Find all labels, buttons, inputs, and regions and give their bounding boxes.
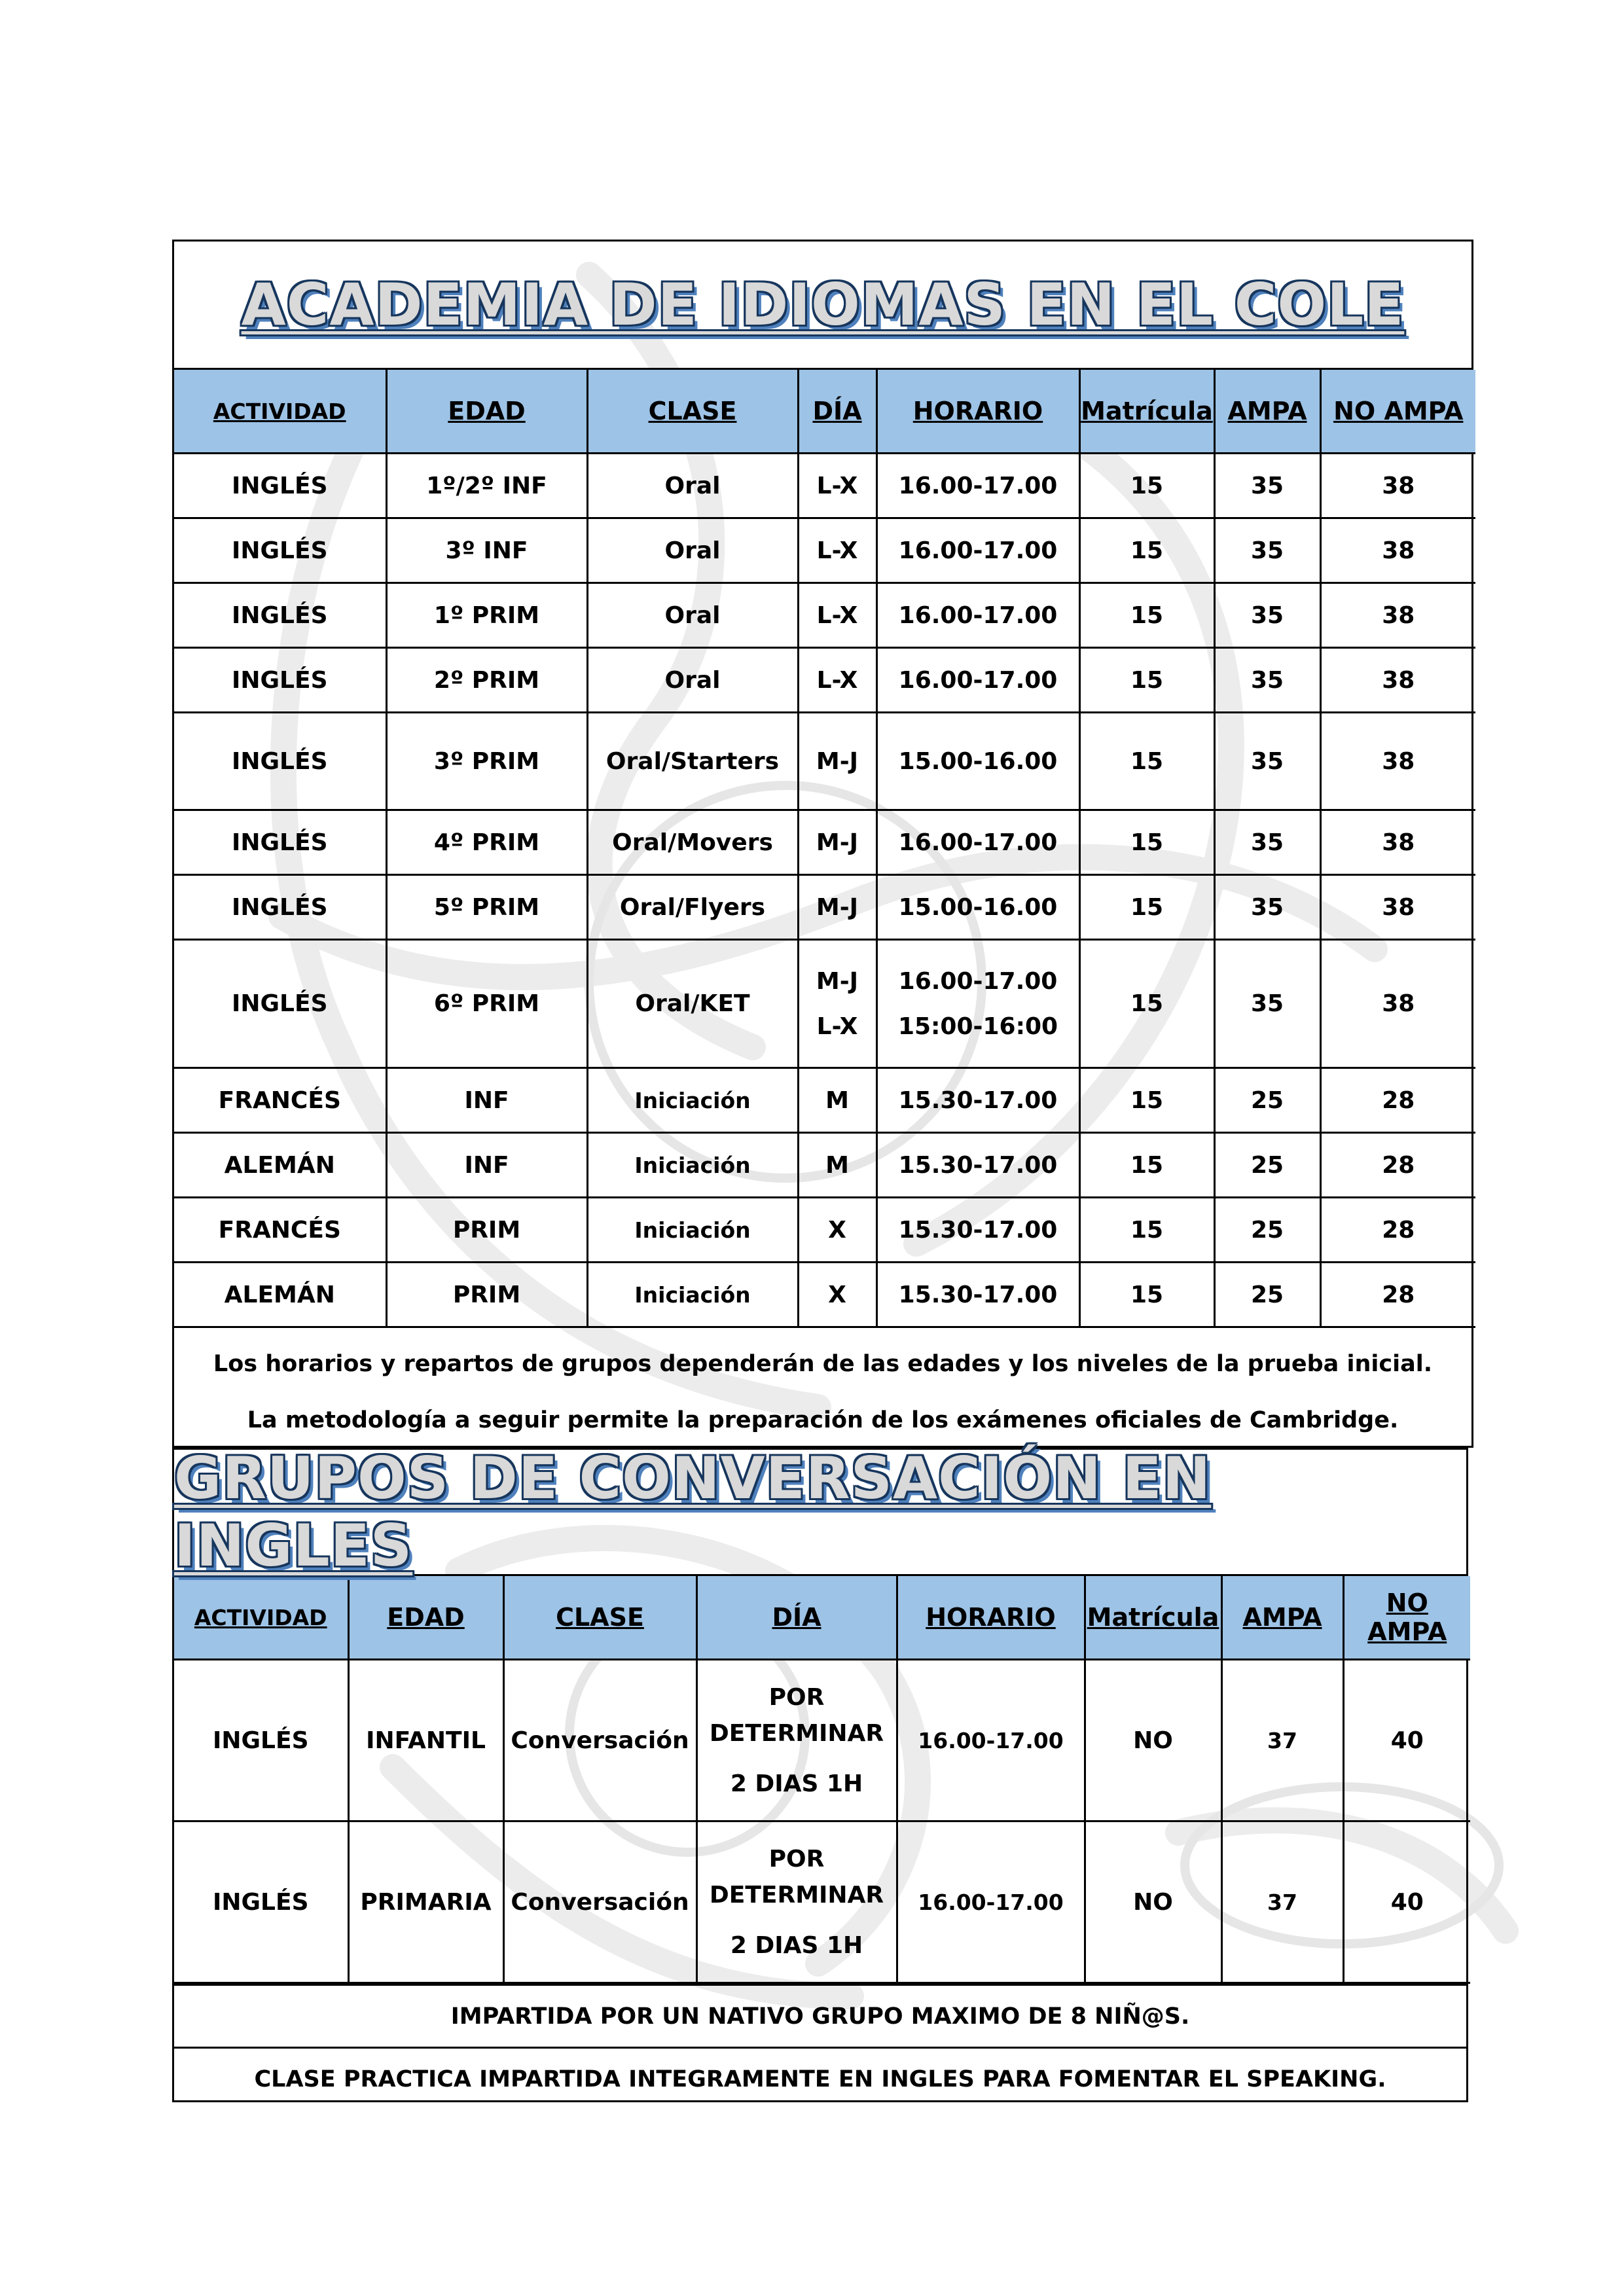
cell-horario: 16.00-17.00 [876,583,1079,648]
header-no-ampa: NO AMPA [1320,370,1475,454]
academia-title-box [174,242,1471,370]
academia-row [174,1133,1475,1198]
cell-no-ampa: 38 [1320,583,1475,648]
header-dia: DÍA [696,1576,897,1660]
cell-matricula: NO [1085,1821,1221,1983]
cell-actividad: ALEMÁN [174,1263,386,1327]
cell-no-ampa: 38 [1320,713,1475,810]
header-matricula: Matrícula [1085,1576,1221,1660]
academia-note: Los horarios y repartos de grupos dependerán de las edades y los niveles de la prueba inicial. [213,1351,1433,1377]
cell-actividad: FRANCÉS [174,1198,386,1263]
cell-line: L-X [816,1013,858,1040]
header-clase: CLASE [503,1576,696,1660]
academia-row [174,810,1475,875]
cell-clase: Oral [587,454,798,518]
cell-horario: 16.00-17.00 [876,454,1079,518]
academia-row [174,713,1475,810]
cell-dia [798,940,876,1068]
cell-stack [698,1846,896,1959]
conversacion-row [174,1660,1470,1821]
cell-dia: M [798,1068,876,1133]
cell-line: 16.00-17.00 [898,967,1058,995]
academia-notes [174,1328,1471,1456]
conversacion-section [172,1444,1468,2102]
header-ampa: AMPA [1214,370,1320,454]
cell-ampa: 25 [1214,1198,1320,1263]
cell-actividad: FRANCÉS [174,1068,386,1133]
cell-ampa: 25 [1214,1068,1320,1133]
cell-no-ampa: 40 [1343,1660,1470,1821]
cell-line: 2 DIAS 1H [730,1931,863,1959]
cell-ampa: 37 [1221,1660,1343,1821]
cell-dia: L-X [798,518,876,583]
cell-edad: PRIM [386,1263,587,1327]
header-matricula: Matrícula [1079,370,1214,454]
cell-horario: 16.00-17.00 [876,518,1079,583]
cell-clase: Oral/Movers [587,810,798,875]
cell-ampa: 35 [1214,940,1320,1068]
cell-dia: X [798,1198,876,1263]
cell-horario: 15.30-17.00 [876,1263,1079,1327]
academia-title: ACADEMIA DE IDIOMAS EN EL COLE [241,271,1405,338]
cell-horario: 15.30-17.00 [876,1068,1079,1133]
academia-row [174,648,1475,713]
cell-edad: 6º PRIM [386,940,587,1068]
cell-dia: M-J [798,810,876,875]
cell-clase: Conversación [503,1660,696,1821]
cell-dia: M-J [798,875,876,940]
conversacion-note: CLASE PRACTICA IMPARTIDA INTEGRAMENTE EN INGLES PARA FOMENTAR EL SPEAKING. [174,2047,1466,2109]
cell-edad: 5º PRIM [386,875,587,940]
header-ampa: AMPA [1221,1576,1343,1660]
cell-dia: L-X [798,454,876,518]
cell-actividad: INGLÉS [174,875,386,940]
cell-stack [799,968,876,1040]
conversacion-row [174,1821,1470,1983]
cell-horario: 16.00-17.00 [876,810,1079,875]
cell-line: DETERMINAR [709,1719,884,1747]
cell-actividad: INGLÉS [174,518,386,583]
cell-actividad: INGLÉS [174,648,386,713]
cell-clase: Oral/Flyers [587,875,798,940]
conversacion-title-box [174,1444,1466,1579]
cell-matricula: 15 [1079,875,1214,940]
header-edad: EDAD [386,370,587,454]
header-edad: EDAD [348,1576,503,1660]
cell-matricula: 15 [1079,1068,1214,1133]
cell-line: M-J [816,967,859,995]
cell-line: DETERMINAR [709,1881,884,1909]
cell-line: 15:00-16:00 [897,1013,1058,1040]
cell-actividad: INGLÉS [174,713,386,810]
cell-line: 2 DIAS 1H [730,1770,863,1797]
cell-ampa: 25 [1214,1133,1320,1198]
cell-clase: Iniciación [587,1198,798,1263]
cell-edad: 1º PRIM [386,583,587,648]
cell-no-ampa: 28 [1320,1133,1475,1198]
cell-ampa: 35 [1214,648,1320,713]
cell-dia: M [798,1133,876,1198]
cell-ampa: 35 [1214,713,1320,810]
academia-section [172,240,1473,1448]
cell-matricula: 15 [1079,583,1214,648]
academia-table [174,370,1475,1328]
cell-dia: M-J [798,713,876,810]
cell-edad: INF [386,1068,587,1133]
cell-clase: Iniciación [587,1263,798,1327]
cell-clase: Oral [587,583,798,648]
cell-edad: PRIMARIA [348,1821,503,1983]
cell-stack [698,1684,896,1797]
cell-matricula: 15 [1079,518,1214,583]
cell-edad: INFANTIL [348,1660,503,1821]
cell-matricula: NO [1085,1660,1221,1821]
conversacion-title: GRUPOS DE CONVERSACIÓN EN INGLES [174,1444,1212,1579]
academia-row [174,940,1475,1068]
cell-clase: Oral/Starters [587,713,798,810]
cell-ampa: 25 [1214,1263,1320,1327]
academia-header-row [174,370,1475,454]
cell-matricula: 15 [1079,648,1214,713]
cell-no-ampa: 38 [1320,875,1475,940]
academia-row [174,875,1475,940]
cell-actividad: INGLÉS [174,454,386,518]
cell-horario: 16.00-17.00 [897,1821,1085,1983]
cell-matricula: 15 [1079,1263,1214,1327]
cell-edad: 3º PRIM [386,713,587,810]
header-actividad: ACTIVIDAD [174,1576,348,1660]
cell-stack [878,968,1079,1040]
cell-matricula: 15 [1079,1133,1214,1198]
cell-edad: INF [386,1133,587,1198]
cell-actividad: INGLÉS [174,1821,348,1983]
cell-edad: 1º/2º INF [386,454,587,518]
cell-ampa: 35 [1214,454,1320,518]
header-horario: HORARIO [876,370,1079,454]
cell-horario: 16.00-17.00 [876,648,1079,713]
cell-ampa: 35 [1214,810,1320,875]
cell-horario: 15.00-16.00 [876,875,1079,940]
cell-no-ampa: 38 [1320,940,1475,1068]
cell-no-ampa: 38 [1320,648,1475,713]
cell-actividad: INGLÉS [174,940,386,1068]
academia-row [174,1198,1475,1263]
cell-matricula: 15 [1079,713,1214,810]
cell-actividad: ALEMÁN [174,1133,386,1198]
cell-clase: Iniciación [587,1133,798,1198]
cell-clase: Oral/KET [587,940,798,1068]
cell-edad: 3º INF [386,518,587,583]
cell-horario: 15.00-16.00 [876,713,1079,810]
conversacion-header-row [174,1576,1470,1660]
cell-dia: L-X [798,583,876,648]
cell-edad: 4º PRIM [386,810,587,875]
cell-horario: 15.30-17.00 [876,1198,1079,1263]
cell-horario [876,940,1079,1068]
cell-no-ampa: 28 [1320,1263,1475,1327]
cell-edad: 2º PRIM [386,648,587,713]
cell-line: POR [768,1845,825,1873]
cell-matricula: 15 [1079,810,1214,875]
cell-ampa: 37 [1221,1821,1343,1983]
cell-no-ampa: 38 [1320,518,1475,583]
cell-actividad: INGLÉS [174,583,386,648]
conversacion-note: IMPARTIDA POR UN NATIVO GRUPO MAXIMO DE 8 NIÑ@S. [174,1984,1466,2047]
cell-no-ampa: 38 [1320,454,1475,518]
cell-dia: X [798,1263,876,1327]
cell-clase: Iniciación [587,1068,798,1133]
cell-no-ampa: 40 [1343,1821,1470,1983]
header-actividad: ACTIVIDAD [174,370,386,454]
cell-line: POR [768,1683,825,1711]
academia-row [174,1263,1475,1327]
cell-actividad: INGLÉS [174,810,386,875]
cell-dia: L-X [798,648,876,713]
cell-horario: 16.00-17.00 [897,1660,1085,1821]
academia-row [174,518,1475,583]
cell-no-ampa: 28 [1320,1198,1475,1263]
header-horario: HORARIO [897,1576,1085,1660]
academia-note: La metodología a seguir permite la preparación de los exámenes oficiales de Cambridge. [247,1407,1399,1433]
conversacion-table [174,1576,1470,1984]
cell-clase: Oral [587,648,798,713]
cell-clase: Oral [587,518,798,583]
cell-clase: Conversación [503,1821,696,1983]
cell-matricula: 15 [1079,940,1214,1068]
cell-matricula: 15 [1079,454,1214,518]
cell-dia [696,1821,897,1983]
cell-dia [696,1660,897,1821]
cell-edad: PRIM [386,1198,587,1263]
academia-row [174,583,1475,648]
cell-ampa: 35 [1214,518,1320,583]
cell-horario: 15.30-17.00 [876,1133,1079,1198]
cell-ampa: 35 [1214,875,1320,940]
academia-row [174,1068,1475,1133]
cell-no-ampa: 38 [1320,810,1475,875]
header-no-ampa: NO AMPA [1343,1576,1470,1660]
academia-row [174,454,1475,518]
cell-ampa: 35 [1214,583,1320,648]
cell-no-ampa: 28 [1320,1068,1475,1133]
cell-actividad: INGLÉS [174,1660,348,1821]
cell-matricula: 15 [1079,1198,1214,1263]
header-clase: CLASE [587,370,798,454]
header-dia: DÍA [798,370,876,454]
